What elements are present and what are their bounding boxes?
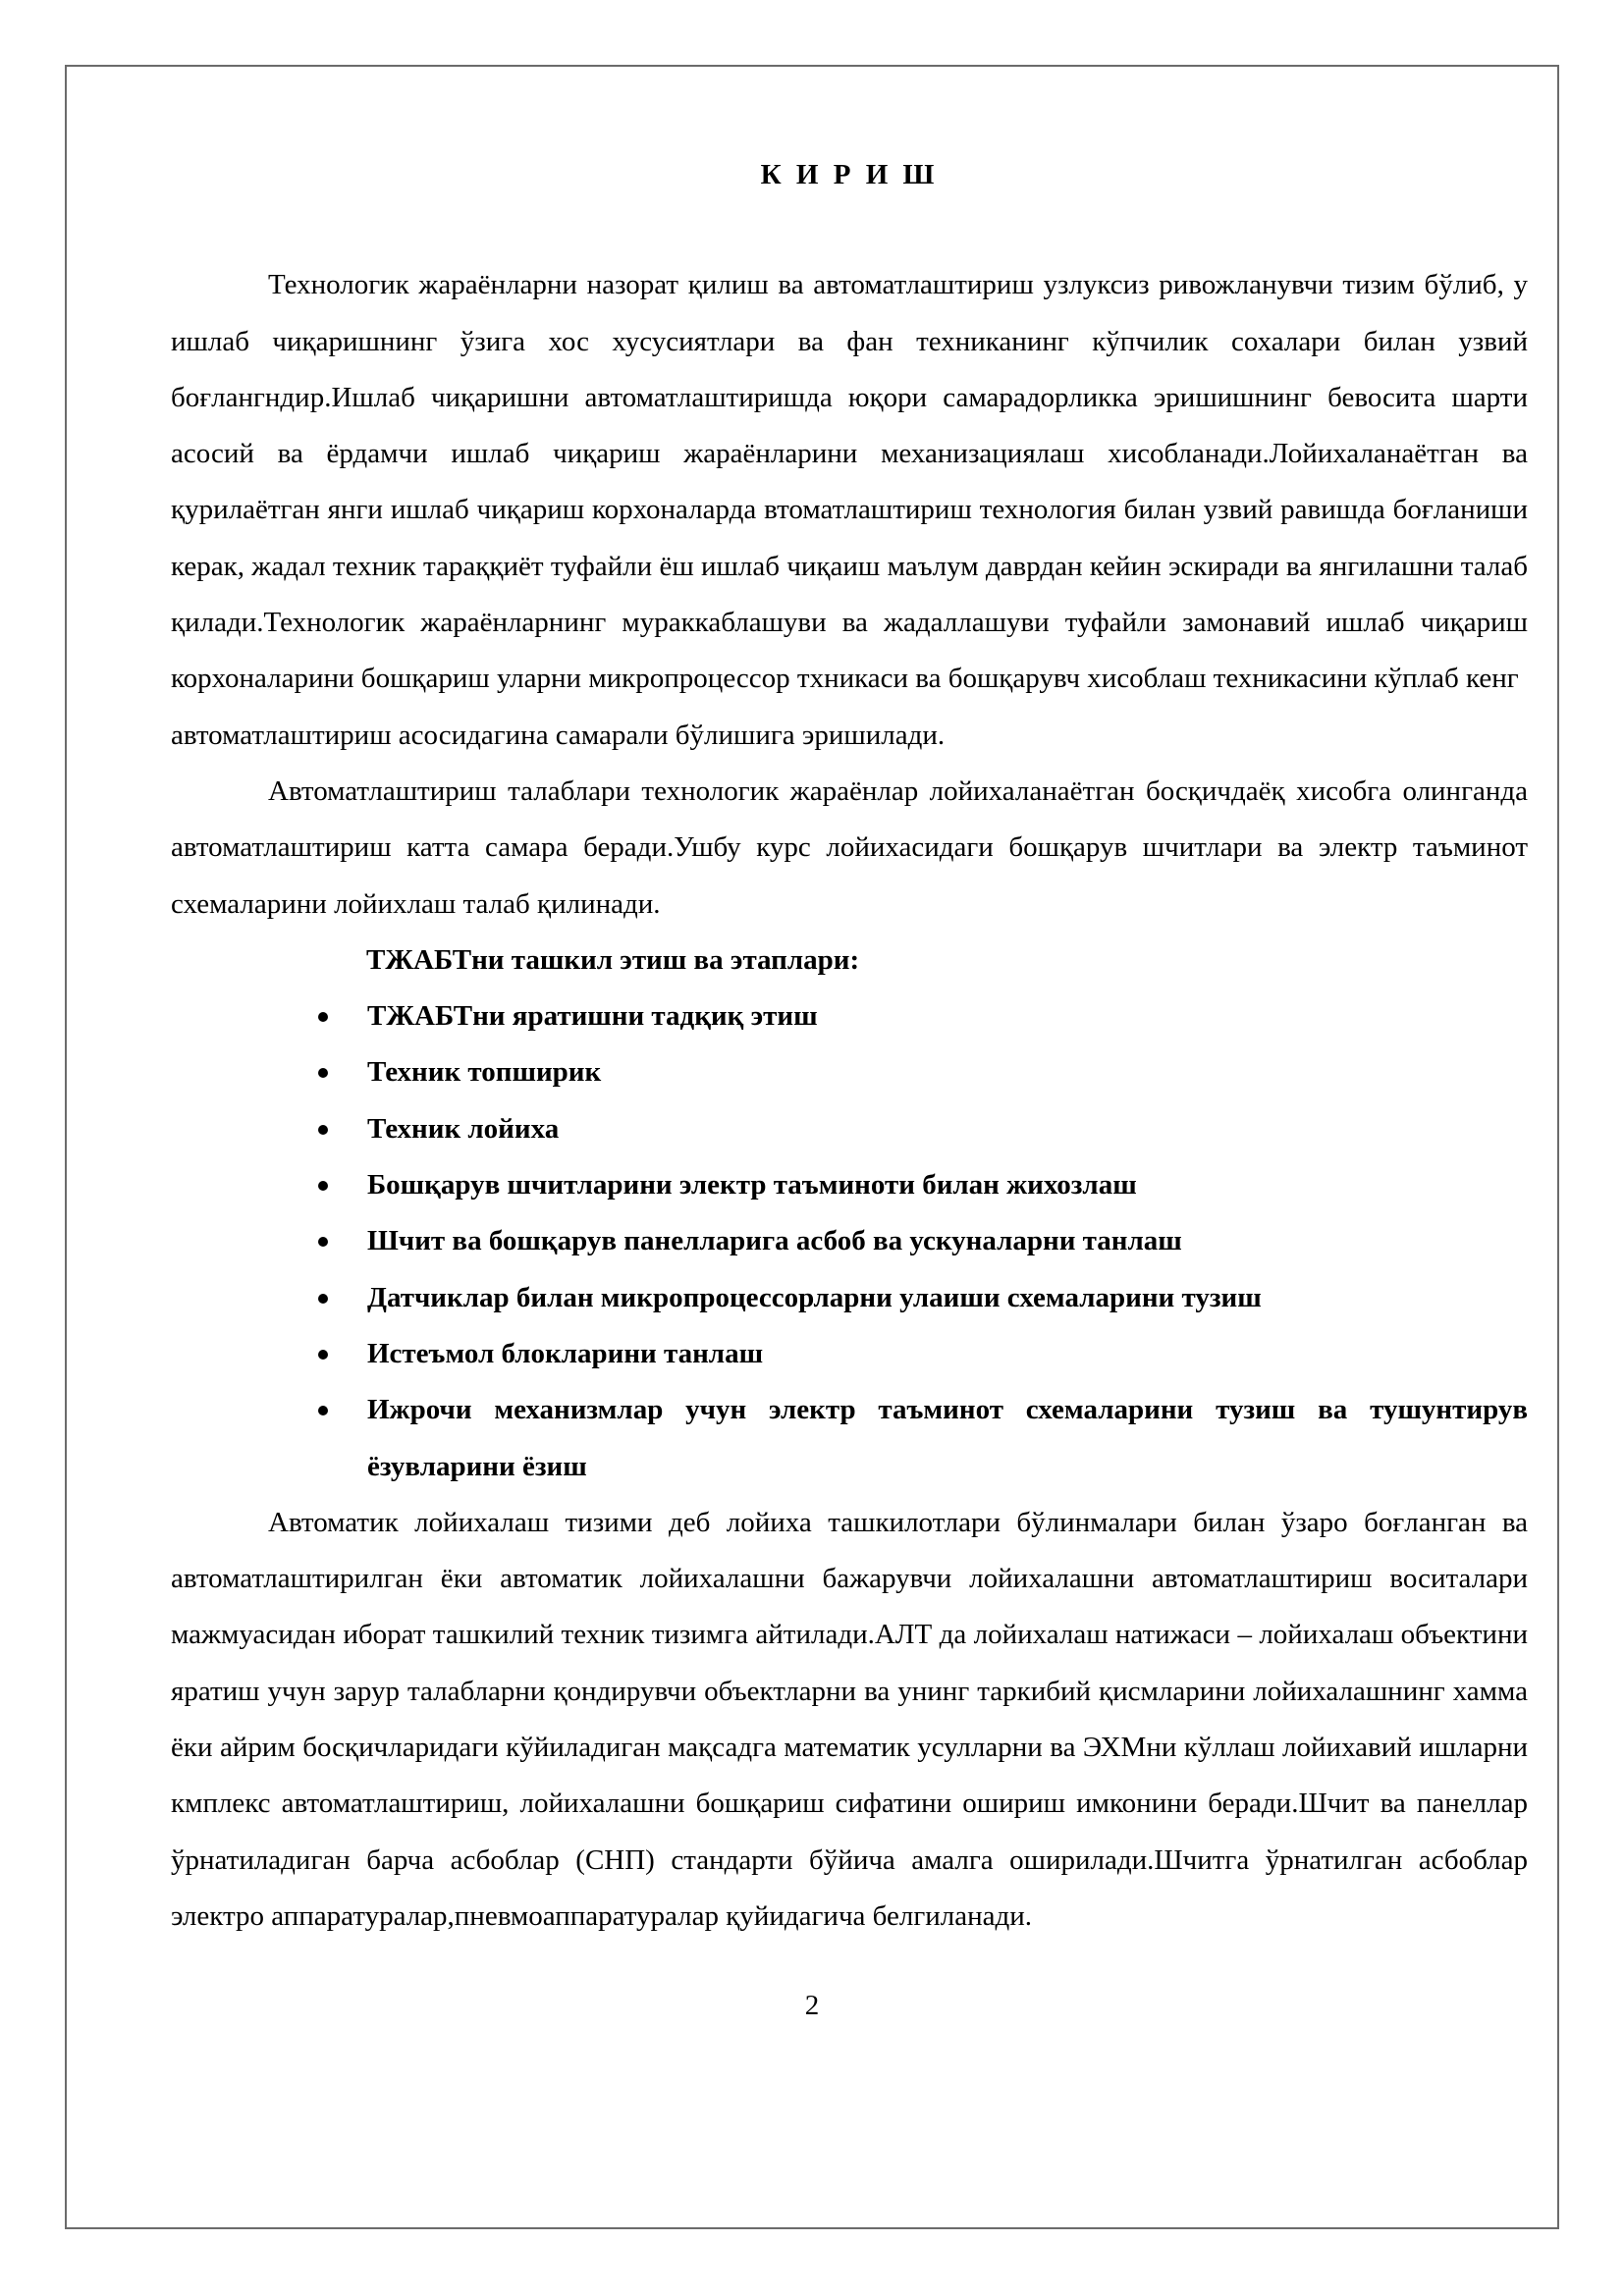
stages-list — [171, 988, 1528, 1495]
list-item — [171, 1382, 1528, 1495]
intro-paragraph-3: Автоматлаштириш талаблари технологик жараёнлар лойихаланаётган босқичдаёқ хисобга олинганда автоматлаштириш катта самара беради.Ушбу курс лойихасидаги бошқарув шчитлари ва электр таъминот схемаларини лойихлаш талаб қилинади. — [171, 774, 1528, 920]
list-item — [171, 1044, 1528, 1100]
document-body — [171, 147, 1528, 1945]
bullet-icon — [318, 1237, 328, 1247]
list-item-text: Датчиклар билан микропроцессорларни улаиши схемаларини тузиш — [367, 1281, 1262, 1313]
page-number: 2 — [804, 1990, 820, 2021]
list-item — [171, 988, 1528, 1044]
section-title: К И Р И Ш — [760, 159, 939, 190]
bullet-icon — [318, 1406, 328, 1415]
list-item — [171, 1157, 1528, 1213]
list-item-text: Техник лойиха — [367, 1112, 560, 1145]
bullet-icon — [318, 1181, 328, 1191]
list-item — [171, 1326, 1528, 1382]
closing-paragraph: Автоматик лойихалаш тизими деб лойиха ташкилотлари бўлинмалари билан ўзаро боғланган ва автоматлаштирилган ёки автоматик лойихалашни бажарувчи лойихалашни автоматлаштириш воситалари мажмуасидан иборат ташкилий техник тизимга айтилади.АЛТ да лойихалаш натижаси – лойихалаш объектини яратиш учун зарур талабларни қондирувчи объектларни ва унинг таркибий қисмларини лойихалашнинг хамма ёки айрим босқичларидаги кўйиладиган мақсадга математик усулларни ва ЭХМни кўллаш лойихавий ишларни кмплекс автоматлаштириш, лойихалашни бошқариш сифатини ошириш имконини беради.Шчит ва панеллар ўрнатиладиган барча асбоблар (СНП) стандарти бўйича амалга оширилади.Шчитга ўрнатилган асбоблар электро аппаратуралар,пневмоаппаратуралар қуйидагича белгиланади. — [171, 1506, 1528, 1932]
list-item-text: Бошқарув шчитларини электр таъминоти билан жихозлаш — [367, 1169, 1137, 1201]
list-item — [171, 1101, 1528, 1157]
bullet-icon — [318, 1125, 328, 1135]
intro-paragraph-2: автоматлаштириш асосидагина самарали бўлишига эришилади. — [171, 719, 946, 751]
bullet-icon — [318, 1294, 328, 1304]
bullet-icon — [318, 1012, 328, 1022]
list-item-text: Шчит ва бошқарув панелларига асбоб ва ускуналарни танлаш — [367, 1225, 1182, 1257]
list-item-text: ТЖАБТни яратишни тадқиқ этиш — [367, 1000, 818, 1033]
list-item-text: Ижрочи механизмлар учун электр таъминот схемаларини тузиш ва тушунтирув ёзувларини ёзиш — [367, 1394, 1528, 1482]
list-item — [171, 1213, 1528, 1269]
list-item-text: Техник топширик — [367, 1056, 602, 1089]
bullet-icon — [318, 1350, 328, 1360]
intro-paragraph-1: Технологик жараёнларни назорат қилиш ва автоматлаштириш узлуксиз ривожланувчи тизим бўлиб, у ишлаб чиқаришнинг ўзига хос хусусиятлари ва фан техниканинг кўпчилик сохалари билан узвий боғлангндир.Ишлаб чиқаришни автоматлаштиришда юқори самарадорликка эришишнинг бевосита шарти асосий ва ёрдамчи ишлаб чиқариш жараёнларини механизациялаш хисобланади.Лойихаланаётган ва қурилаётган янги ишлаб чиқариш корхоналарда втоматлаштириш технология билан узвий равишда боғланиши керак, жадал техник тараққиёт туфайли ёш ишлаб чиқаиш маълум даврдан кейин эскиради ва янгилашни талаб қилади.Технологик жараёнларнинг мураккаблашуви ва жадаллашуви туфайли замонавий ишлаб чиқариш корхоналарини бошқариш уларни микропроцессор тхникаси ва бошқарувч хисоблаш техникасини кўплаб кенг — [171, 269, 1528, 695]
list-heading: ТЖАБТни ташкил этиш ва этаплари: — [366, 943, 860, 976]
list-item-text: Истеъмол блокларини танлаш — [367, 1337, 764, 1369]
bullet-icon — [318, 1068, 328, 1078]
list-item — [171, 1270, 1528, 1326]
